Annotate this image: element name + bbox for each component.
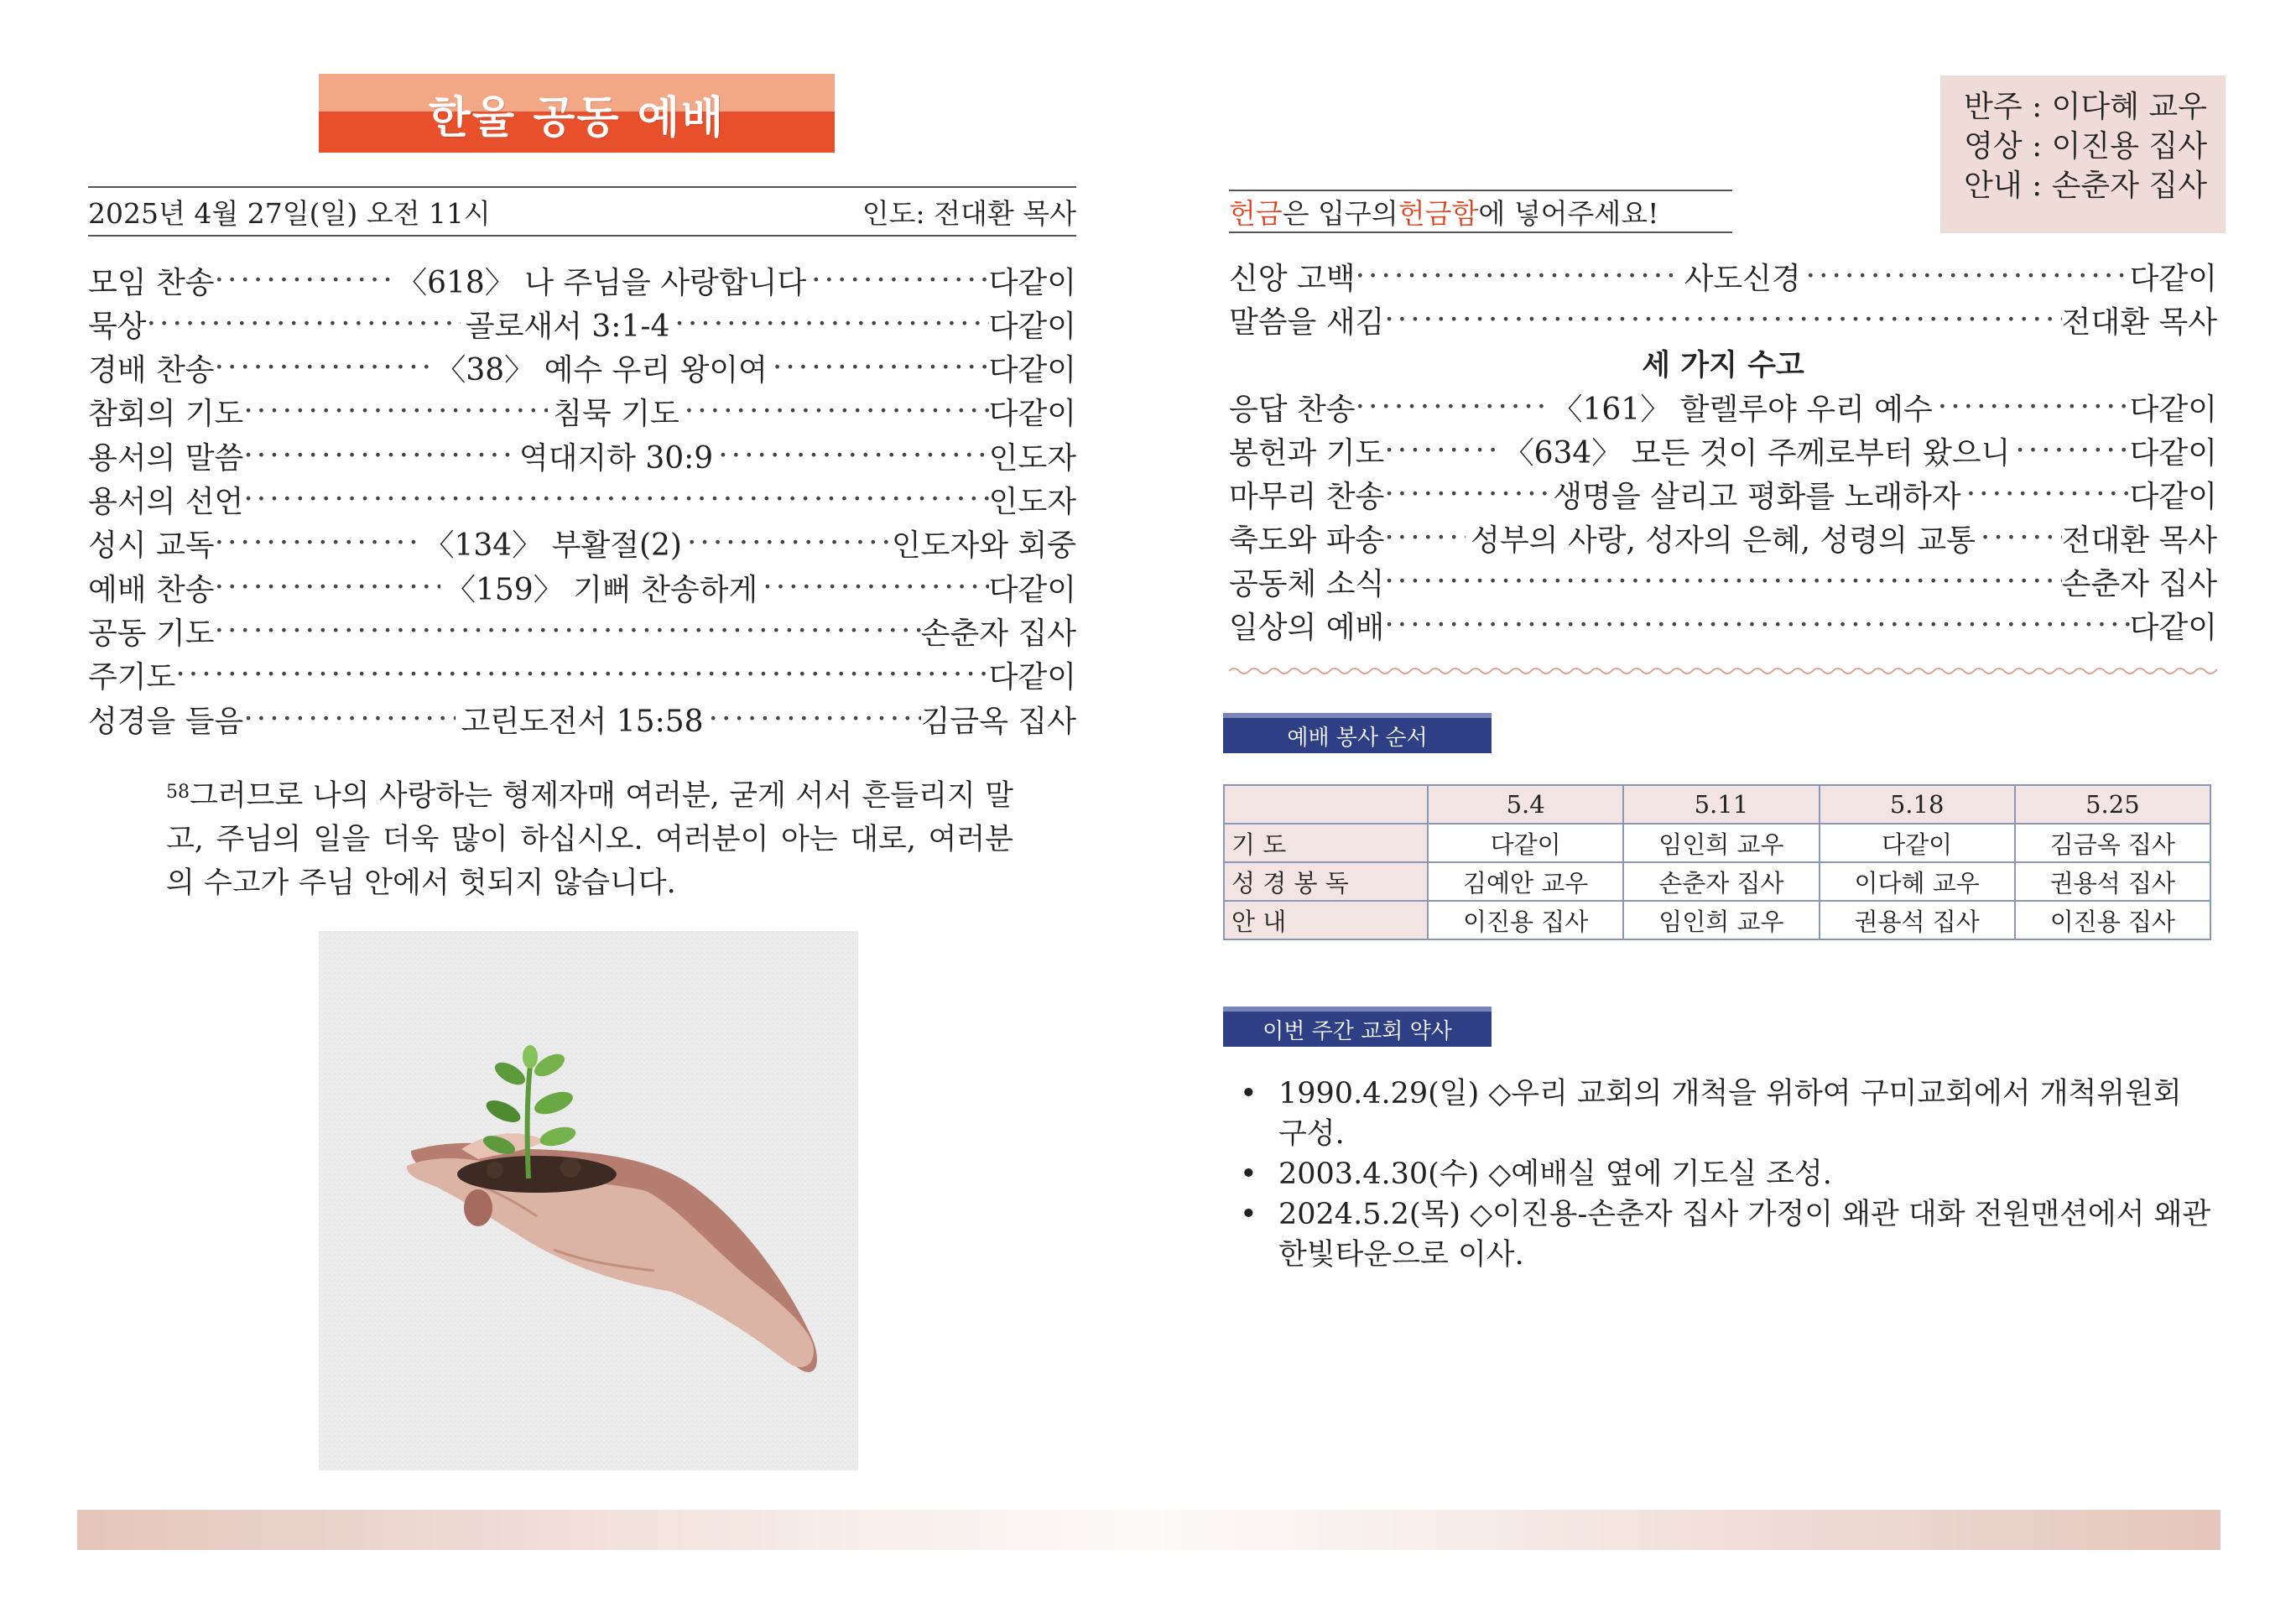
order-item: 〈38〉 예수 우리 왕이여 — [435, 353, 768, 388]
order-item: 역대지하 30:9 — [518, 440, 714, 476]
order-item: 사도신경 — [1684, 261, 1801, 296]
order-leader: 다같이 — [2129, 435, 2217, 471]
order-label: 용서의 말씀 — [88, 440, 244, 476]
date-header: 5.25 — [2015, 785, 2210, 824]
order-leader: 인도자 — [988, 485, 1076, 519]
list-item: • 2024.5.2(목) ◇이진용-손춘자 집사 가정이 왜관 대화 전원맨션에서 왜관 한빛타운으로 이사. — [1240, 1194, 2213, 1275]
service-info-bar — [88, 186, 1076, 237]
order-row — [1229, 518, 2217, 558]
order-row — [88, 348, 1076, 388]
table-row — [1224, 824, 2210, 862]
order-label: 축도와 파송 — [1229, 523, 1385, 558]
order-leader: 인도자와 회중 — [891, 528, 1076, 564]
service-date: 2025년 4월 27일(일) 오전 11시 — [88, 196, 491, 230]
order-row — [88, 392, 1076, 432]
leader-dots — [709, 702, 921, 736]
service-leader: 인도: 전대환 목사 — [862, 196, 1076, 230]
leader-dots — [1384, 477, 1548, 512]
role-label: 안 내 — [1231, 907, 1287, 936]
leader-dots — [215, 614, 921, 648]
table-cell: 김예안 교우 — [1428, 862, 1623, 901]
table-cell: 임인희 교우 — [1623, 901, 1819, 939]
offering-text-2: 에 넣어주세요! — [1478, 196, 1659, 230]
scripture-passage — [166, 774, 1013, 905]
bulletin-title-banner — [319, 74, 835, 153]
order-item: 〈134〉 부활절(2) — [424, 528, 682, 564]
leader-dots — [1384, 521, 1466, 555]
order-row — [88, 435, 1076, 476]
leader-dots — [243, 439, 513, 473]
leader-dots — [685, 394, 989, 429]
order-label: 공동 기도 — [88, 616, 215, 651]
order-leader: 인도자 — [988, 440, 1077, 476]
staff-usher: 안내 : 손춘자 집사 — [1964, 169, 2207, 203]
order-leader: 다같이 — [2129, 261, 2217, 296]
order-row — [1229, 605, 2217, 645]
leader-dots — [215, 526, 419, 560]
leader-dots — [243, 482, 988, 517]
order-row — [1229, 430, 2217, 471]
offering-notice — [1229, 190, 1732, 233]
table-cell: 손춘자 집사 — [1623, 862, 1819, 901]
staff-pianist: 반주 : 이다혜 교우 — [1964, 90, 2207, 124]
order-row — [1229, 387, 2217, 427]
role-cell — [1224, 901, 1428, 939]
table-cell: 이다혜 교우 — [1820, 862, 2015, 901]
order-item: 〈618〉 나 주님을 사랑합니다 — [397, 265, 807, 300]
order-leader: 전대환 목사 — [2061, 304, 2217, 340]
staff-video: 영상 : 이진용 집사 — [1964, 129, 2207, 164]
service-schedule-title: 예배 봉사 순서 — [1287, 725, 1428, 751]
table-row — [1224, 901, 2210, 939]
order-leader: 다같이 — [2129, 479, 2217, 514]
leader-dots — [175, 658, 988, 692]
order-label: 말씀을 새김 — [1229, 304, 1385, 340]
order-label: 일상의 예배 — [1229, 610, 1385, 645]
date-header: 5.18 — [1820, 785, 2015, 824]
leader-dots — [1384, 564, 2061, 599]
footer-bar — [77, 1510, 2221, 1550]
list-item: • 1990.4.29(일) ◇우리 교회의 개척을 위하여 구미교회에서 개척위원회 구성. — [1240, 1074, 2213, 1154]
leader-dots — [2015, 434, 2129, 468]
leader-dots — [1356, 259, 1679, 294]
role-cell — [1224, 862, 1428, 901]
order-item: 고린도전서 15:58 — [461, 704, 704, 739]
scripture-text: 그러므로 나의 사랑하는 형제자매 여러분, 굳게 서서 흔들리지 말고, 주님의 일을 더욱 많이 하십시오. 여러분이 아는 대로, 여러분의 수고가 주님 안에서 헛되지 않습니다. — [166, 779, 1013, 900]
church-history-title: 이번 주간 교회 약사 — [1263, 1018, 1452, 1044]
wavy-divider — [1229, 664, 2217, 681]
leader-dots — [687, 526, 892, 560]
order-label: 응답 찬송 — [1229, 392, 1356, 427]
order-label: 주기도 — [88, 660, 176, 695]
order-item: 〈634〉 모든 것이 주께로부터 왔으니 — [1503, 435, 2011, 471]
order-label: 묵상 — [88, 309, 147, 344]
table-cell: 권용석 집사 — [2015, 862, 2210, 901]
table-cell: 이진용 집사 — [1428, 901, 1623, 939]
leader-dots — [718, 439, 988, 473]
illustration-svg — [319, 931, 858, 1470]
order-row — [1229, 474, 2217, 514]
wavy-divider-svg — [1229, 664, 2217, 678]
leader-dots — [243, 394, 548, 429]
role-label: 기 도 — [1231, 830, 1287, 859]
leader-dots — [215, 351, 431, 385]
table-cell: 김금옥 집사 — [2015, 824, 2210, 862]
order-leader: 다같이 — [988, 572, 1076, 607]
order-leader: 다같이 — [988, 660, 1076, 695]
order-row — [88, 567, 1076, 607]
order-label: 마무리 찬송 — [1229, 479, 1385, 514]
order-leader: 손춘자 집사 — [2061, 566, 2217, 601]
leader-dots — [147, 307, 461, 341]
order-row — [88, 304, 1076, 344]
table-header-row — [1224, 785, 2210, 824]
order-label: 성경을 들음 — [88, 704, 244, 739]
leader-dots — [1966, 477, 2130, 512]
verse-number: 58 — [166, 782, 190, 803]
order-item: 〈161〉 할렐루야 우리 예수 — [1552, 392, 1933, 427]
leader-dots — [811, 263, 989, 298]
list-item: • 2003.4.30(수) ◇예배실 옆에 기도실 조성. — [1240, 1154, 2213, 1194]
order-leader: 김금옥 집사 — [920, 704, 1076, 739]
order-label: 용서의 선언 — [88, 485, 244, 519]
order-label: 예배 찬송 — [88, 572, 215, 607]
leader-dots — [1356, 390, 1548, 424]
service-schedule-table — [1223, 784, 2211, 940]
leader-dots — [1806, 259, 2130, 294]
order-label: 봉헌과 기도 — [1229, 435, 1385, 471]
service-schedule-label — [1223, 713, 1492, 753]
order-row — [88, 611, 1076, 651]
church-history-list — [1240, 1074, 2213, 1275]
order-row — [1229, 561, 2217, 601]
order-row — [88, 655, 1076, 695]
date-header: 5.4 — [1428, 785, 1623, 824]
offering-word: 헌금 — [1229, 196, 1283, 230]
order-leader: 다같이 — [988, 353, 1076, 388]
order-row — [88, 260, 1076, 300]
order-item: 〈159〉 기뻐 찬송하게 — [445, 572, 758, 607]
leader-dots — [215, 263, 393, 298]
leader-dots — [1938, 390, 2130, 424]
order-item: 생명을 살리고 평화를 노래하자 — [1553, 479, 1961, 514]
offering-box-word: 헌금함 — [1398, 196, 1479, 230]
leader-dots — [763, 570, 988, 605]
leader-dots — [1384, 608, 2129, 642]
order-leader: 다같이 — [2129, 392, 2217, 427]
order-row — [88, 699, 1076, 739]
order-label: 경배 찬송 — [88, 353, 215, 388]
order-leader: 다같이 — [988, 265, 1076, 300]
order-row — [1229, 299, 2217, 340]
order-item: 침묵 기도 — [553, 397, 679, 432]
order-leader: 전대환 목사 — [2061, 523, 2217, 558]
leader-dots — [1384, 303, 2061, 337]
order-row — [88, 523, 1076, 564]
table-cell: 이진용 집사 — [2015, 901, 2210, 939]
table-cell: 다같이 — [1820, 824, 2015, 862]
order-row — [88, 480, 1076, 520]
role-cell — [1224, 824, 1428, 862]
order-label: 신앙 고백 — [1229, 261, 1356, 296]
order-leader: 다같이 — [2129, 610, 2217, 645]
order-item: 골로새서 3:1-4 — [465, 309, 670, 344]
staff-box — [1940, 75, 2226, 233]
table-cell: 권용석 집사 — [1820, 901, 2015, 939]
order-label: 공동체 소식 — [1229, 566, 1385, 601]
date-header: 5.11 — [1623, 785, 1819, 824]
leader-dots — [215, 570, 440, 605]
leader-dots — [243, 702, 456, 736]
role-label: 성 경 봉 독 — [1231, 868, 1349, 897]
order-leader: 손춘자 집사 — [920, 616, 1076, 651]
order-item: 성부의 사랑, 성자의 은혜, 성령의 교통 — [1471, 523, 1976, 558]
order-label: 모임 찬송 — [88, 265, 215, 300]
order-label: 성시 교독 — [88, 528, 215, 564]
leader-dots — [1981, 521, 2062, 555]
order-row — [1229, 256, 2217, 296]
table-corner — [1224, 785, 1428, 824]
page-title: 한울 공동 예배 — [428, 92, 726, 143]
church-history-label — [1223, 1007, 1492, 1047]
leader-dots — [1384, 434, 1498, 468]
order-label: 참회의 기도 — [88, 397, 244, 432]
table-cell: 다같이 — [1428, 824, 1623, 862]
leader-dots — [674, 307, 988, 341]
order-leader: 다같이 — [988, 397, 1076, 432]
offering-text-1: 은 입구의 — [1282, 196, 1398, 230]
leader-dots — [773, 351, 989, 385]
table-cell: 임인희 교우 — [1623, 824, 1819, 862]
sermon-title: 세 가지 수고 — [1642, 348, 1804, 382]
order-leader: 다같이 — [988, 309, 1076, 344]
hands-holding-sprout-icon — [319, 931, 858, 1470]
table-row — [1224, 862, 2210, 901]
